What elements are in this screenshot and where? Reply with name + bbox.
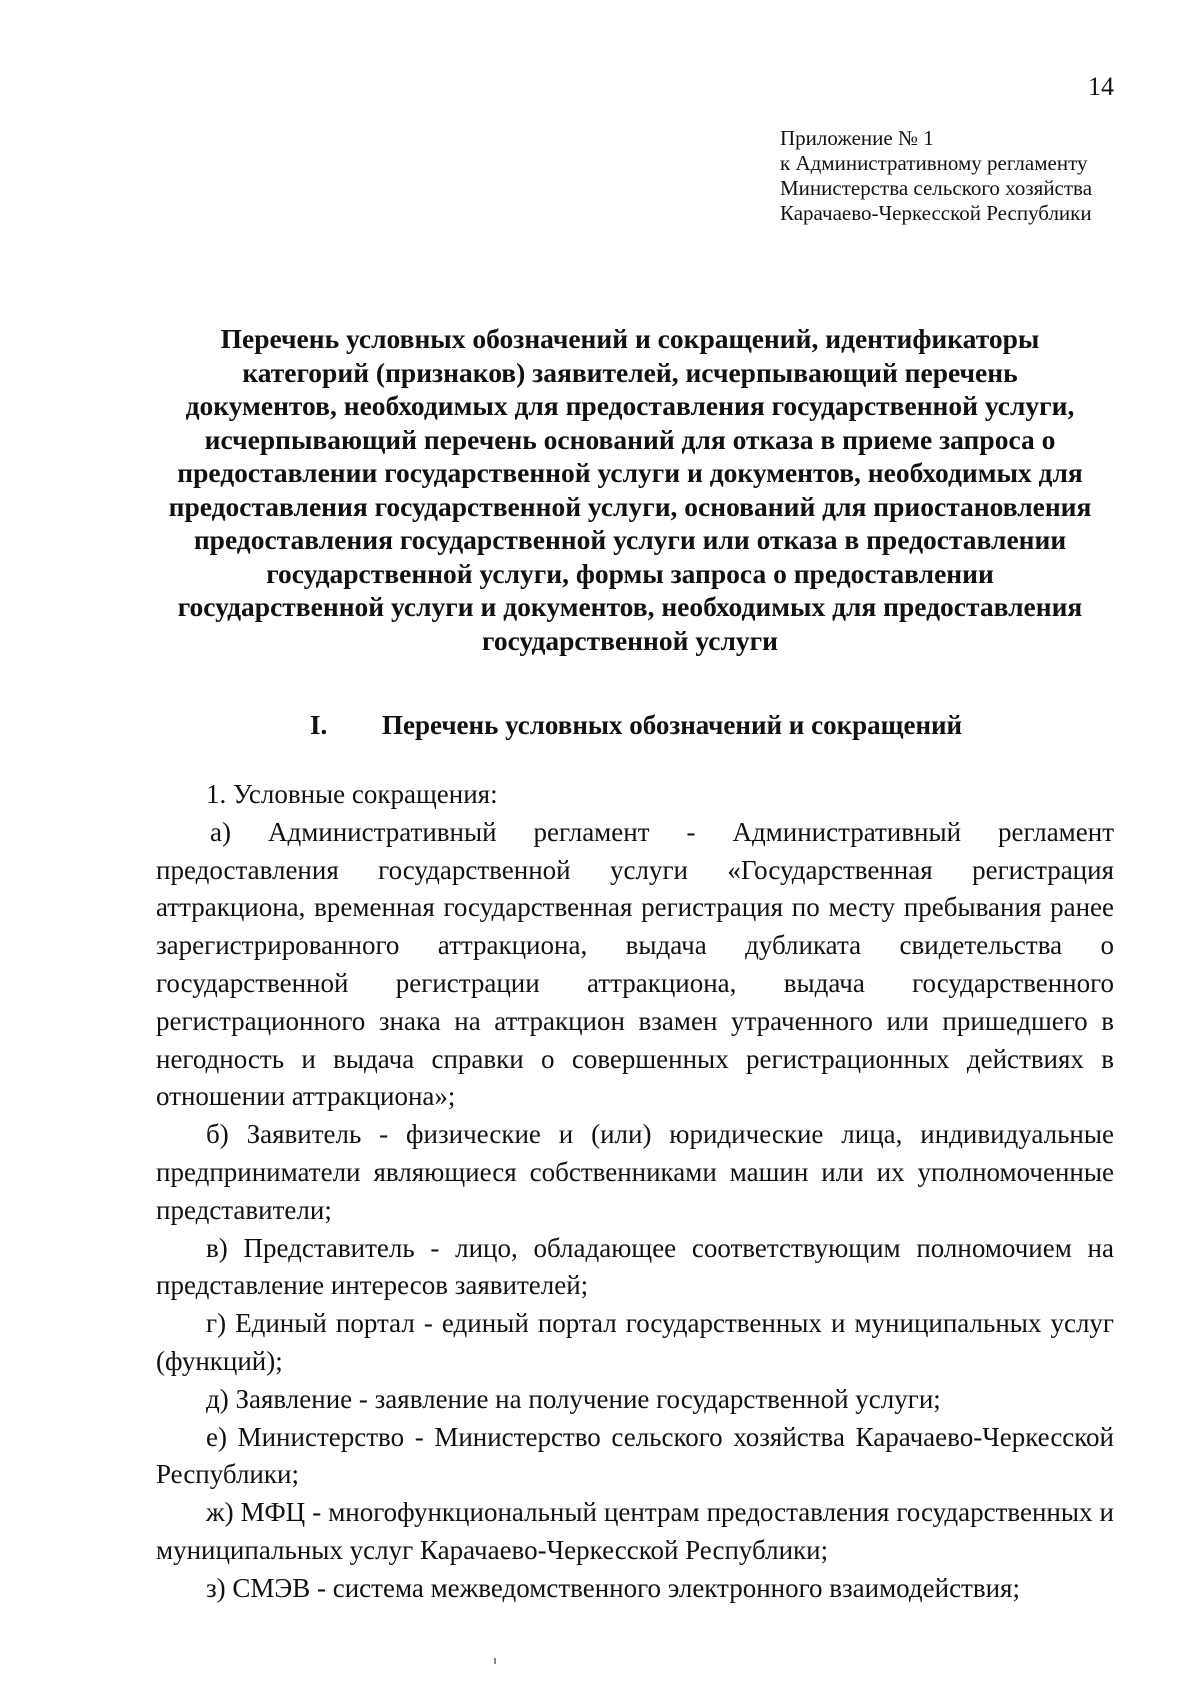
- document-body: [156, 776, 1114, 1608]
- title-line: категорий (признаков) заявителей, исчерпывающий перечень: [242, 356, 1018, 388]
- title-line: государственной услуги: [482, 624, 778, 656]
- definition-item: з) СМЭВ - система межведомственного электронного взаимодействия;: [206, 1572, 1020, 1603]
- title-line: предоставления государственной услуги или отказа в предоставлении: [193, 524, 1067, 555]
- title-line: предоставления государственной услуги, оснований для приостановления: [168, 490, 1092, 522]
- section-number: I.: [310, 710, 328, 740]
- definition-item: б) Заявитель - физические и (или) юридические лица, индивидуальные предприниматели являющиеся собственниками машин или их уполномоченные представители;: [156, 1119, 1114, 1225]
- definition-item: а) Административный регламент - Административный регламент предоставления государственной услуги «Государственная регистрация аттракциона, временная государственная регистрация по месту пребывания ранее зарегистрированного аттракциона, выдача дубликата свидетельства о государственной регистрации аттракциона, выдача государственного регистрационного знака на аттракцион взамен утраченного или пришедшего в негодность и выдача справки о совершенных регистрационных действиях в отношении аттракциона»;: [156, 816, 1114, 1112]
- section-heading: [310, 709, 962, 741]
- definition-item: е) Министерство - Министерство сельского хозяйства Карачаево-Черкесской Республики;: [156, 1421, 1114, 1490]
- title-line: государственной услуги, формы запроса о предоставлении: [266, 557, 994, 589]
- title-line: государственной услуги и документов, необходимых для предоставления: [177, 591, 1083, 622]
- title-line: Перечень условных обозначений и сокращений, идентификаторы: [220, 323, 1040, 354]
- title-line: исчерпывающий перечень оснований для отказа в приеме запроса о: [204, 423, 1056, 455]
- title-line: документов, необходимых для предоставления государственной услуги,: [185, 390, 1075, 421]
- appendix-line: Приложение № 1: [780, 126, 934, 150]
- definition-item: д) Заявление - заявление на получение государственной услуги;: [206, 1383, 941, 1414]
- appendix-note: [780, 126, 1140, 226]
- intro-paragraph: 1. Условные сокращения:: [206, 779, 498, 809]
- scan-speck: [494, 1658, 496, 1664]
- appendix-line: Министерства сельского хозяйства: [780, 176, 1093, 200]
- definition-item: г) Единый портал - единый портал государственных и муниципальных услуг (функций);: [156, 1308, 1114, 1376]
- section-title: Перечень условных обозначений и сокращений: [382, 710, 963, 740]
- appendix-line: к Административному регламенту: [780, 151, 1088, 175]
- title-line: предоставлении государственной услуги и документов, необходимых для: [177, 457, 1083, 488]
- document-title: [150, 322, 1110, 657]
- appendix-line: Карачаево-Черкесской Республики: [780, 201, 1092, 225]
- definition-item: в) Представитель - лицо, обладающее соответствующим полномочием на представление интересов заявителей;: [156, 1232, 1114, 1301]
- page-number: 14: [1088, 72, 1114, 101]
- definition-item: ж) МФЦ - многофункциональный центрам предоставления государственных и муниципальных услуг Карачаево-Черкесской Республики;: [156, 1497, 1114, 1565]
